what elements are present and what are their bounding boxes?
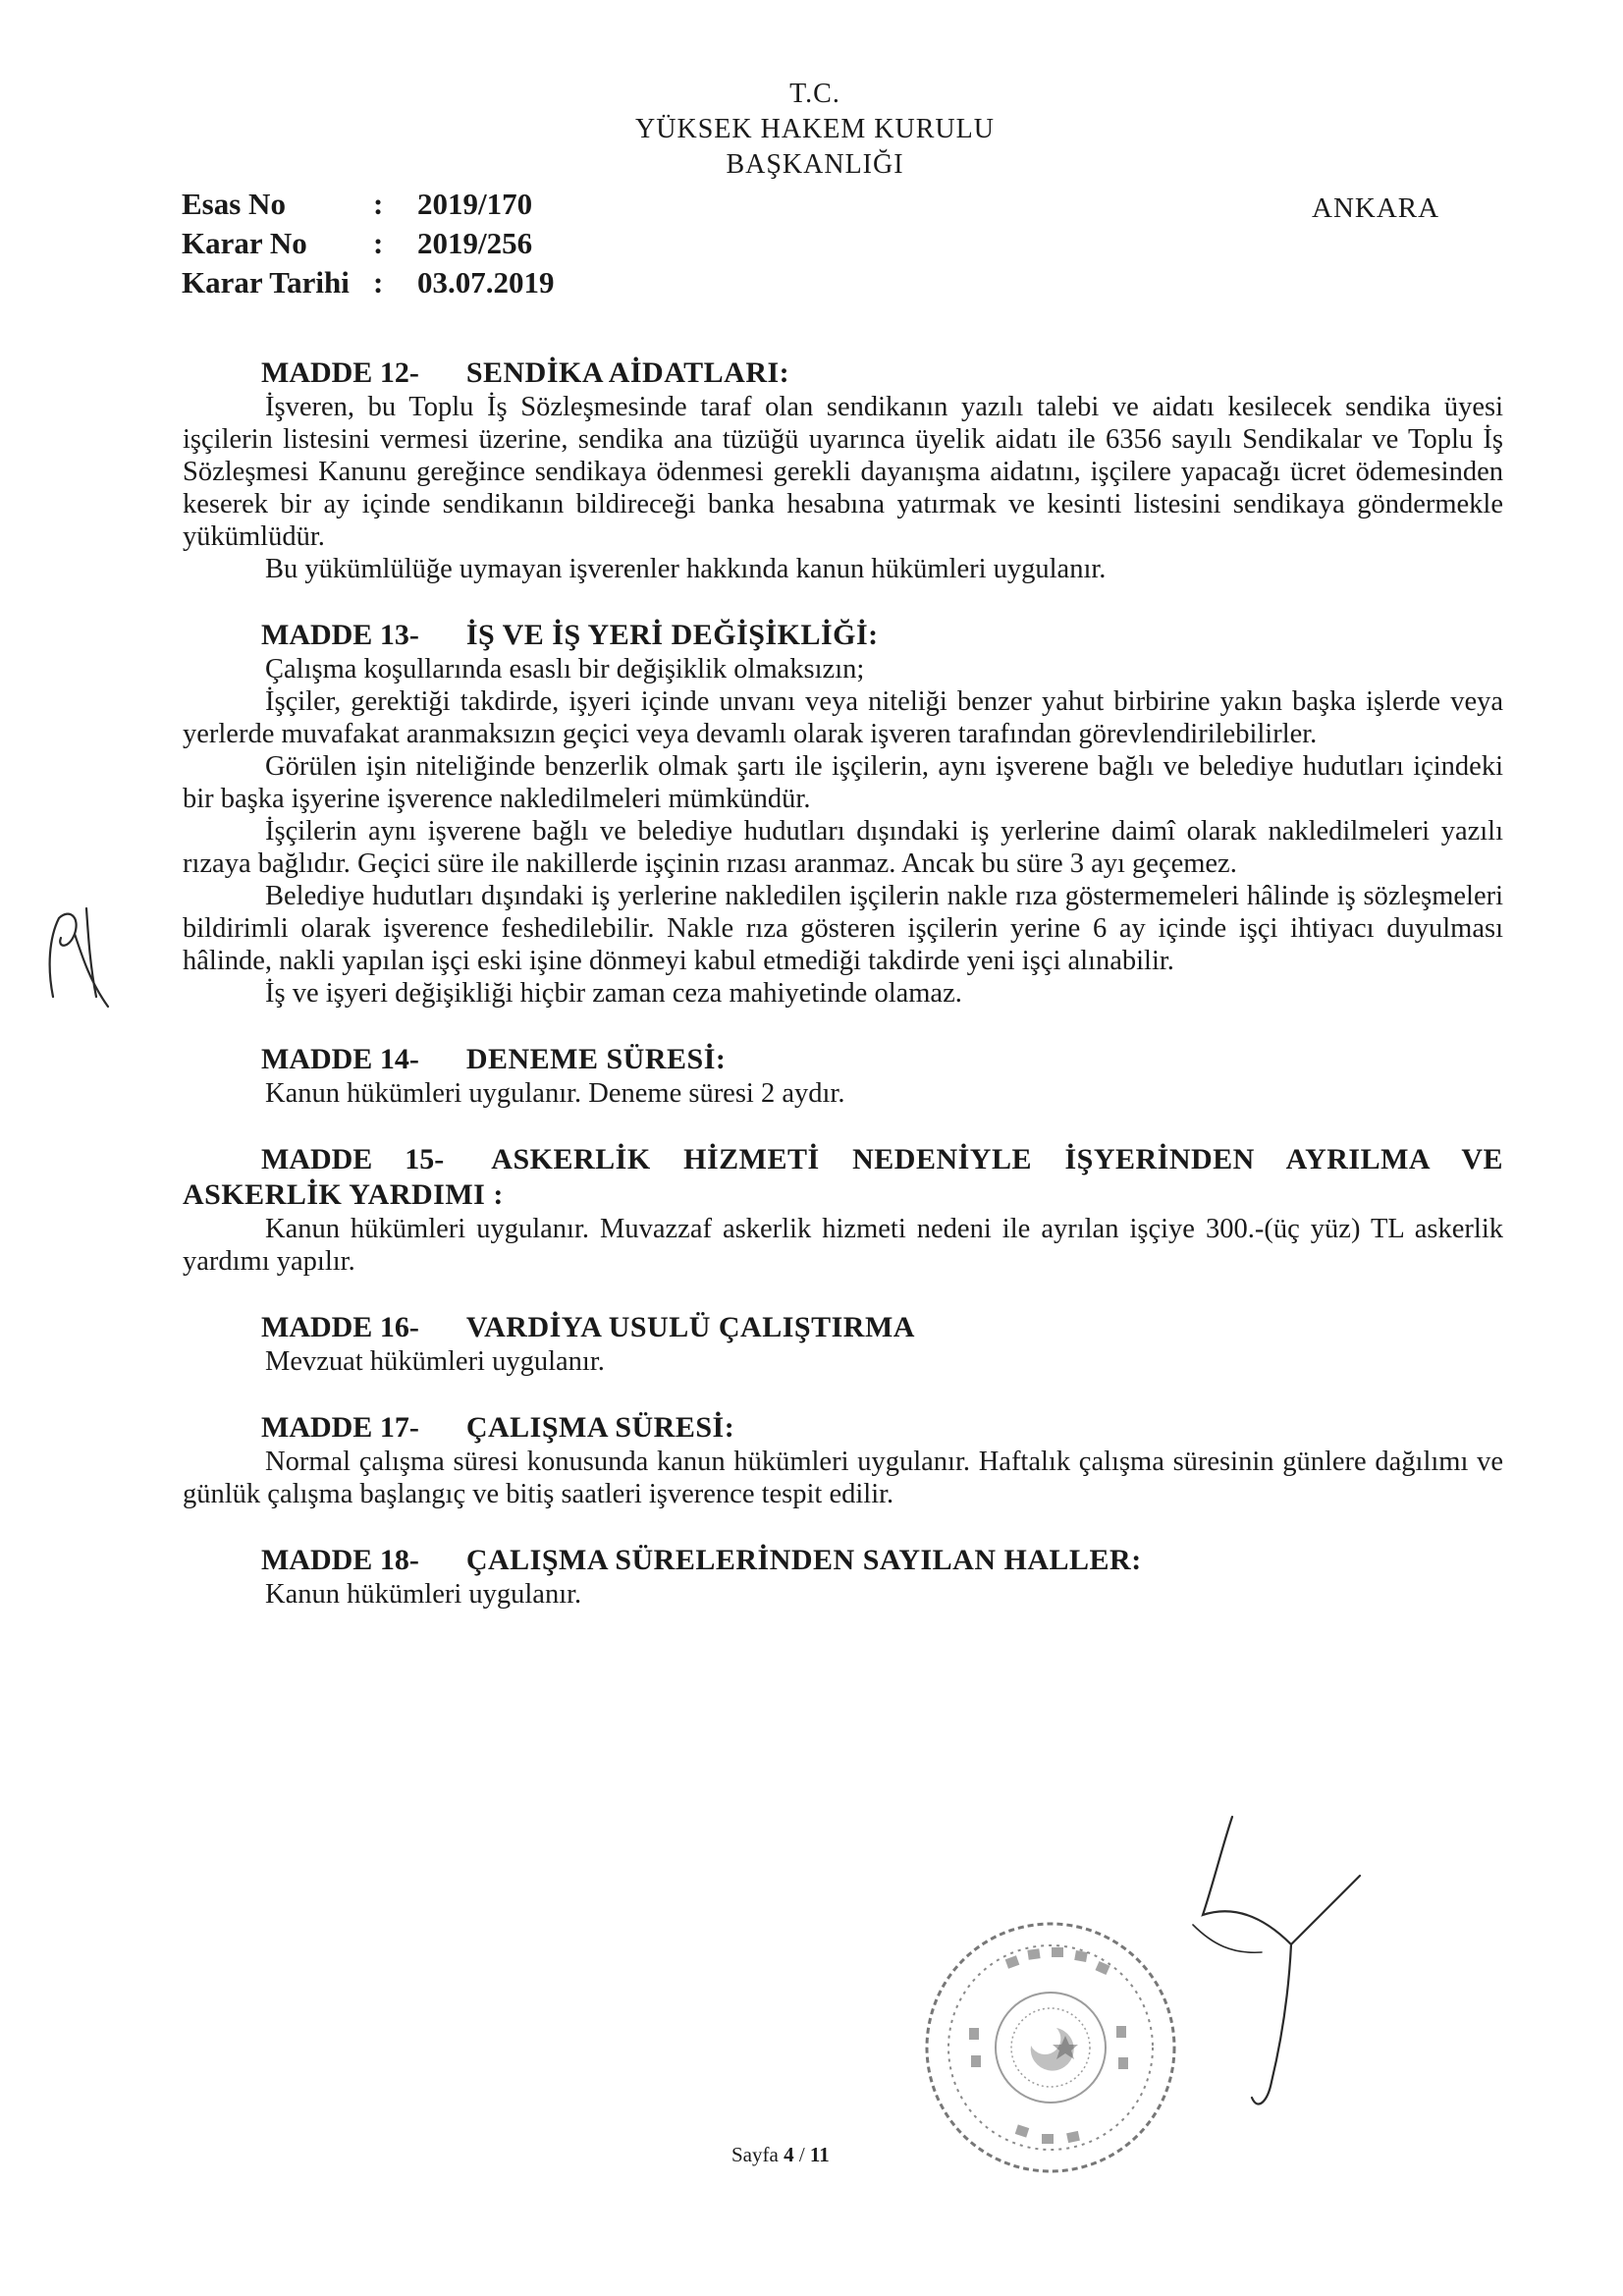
meta-separator: : xyxy=(373,265,384,300)
article-heading xyxy=(183,355,1503,391)
article-number: MADDE 14- xyxy=(261,1043,419,1075)
meta-value: 03.07.2019 xyxy=(417,265,555,300)
article-12 xyxy=(183,355,1503,585)
article-paragraph: Kanun hükümleri uygulanır. Deneme süresi 2 aydır. xyxy=(265,1078,845,1109)
article-heading xyxy=(183,1410,1503,1446)
page-current: 4 xyxy=(784,2143,794,2166)
meta-row-karar xyxy=(182,224,555,263)
article-number: MADDE 15- xyxy=(261,1143,445,1175)
article-18 xyxy=(183,1543,1503,1611)
meta-label: Karar Tarihi xyxy=(182,265,350,300)
page-prefix: Sayfa xyxy=(731,2143,779,2166)
article-heading xyxy=(183,1543,1503,1578)
page-total: 11 xyxy=(809,2143,830,2166)
article-title: ÇALIŞMA SÜRESİ: xyxy=(465,1411,735,1444)
page-number xyxy=(731,2143,830,2167)
article-paragraph: Kanun hükümleri uygulanır. Muvazzaf askerlik hizmeti nedeni ile ayrılan işçiye 300.-(üç yüz) TL askerlik yardımı yapılır. xyxy=(183,1214,1503,1277)
meta-label: Karar No xyxy=(182,226,307,260)
article-heading xyxy=(183,1142,1503,1213)
document-body xyxy=(183,355,1503,1611)
article-number: MADDE 17- xyxy=(261,1411,419,1444)
article-number: MADDE 18- xyxy=(261,1544,419,1576)
article-16 xyxy=(183,1310,1503,1378)
article-heading xyxy=(183,1310,1503,1345)
article-17 xyxy=(183,1410,1503,1510)
article-title: ÇALIŞMA SÜRELERİNDEN SAYILAN HALLER: xyxy=(465,1544,1142,1576)
article-paragraph: İş ve işyeri değişikliği hiçbir zaman ceza mahiyetinde olamaz. xyxy=(265,978,962,1009)
article-heading xyxy=(183,618,1503,653)
meta-row-esas xyxy=(182,185,555,224)
meta-separator: : xyxy=(373,187,384,221)
article-paragraph: İşçiler, gerektiği takdirde, işyeri içinde unvanı veya niteliği benzer yahut birbirine yakın başka işlerde veya yerlerde muvafakat aranmaksızın geçici veya devamlı olarak işveren tarafından görevlendirilebilirler. xyxy=(183,686,1503,749)
official-seal-icon xyxy=(908,1910,1193,2185)
article-number: MADDE 16- xyxy=(261,1311,419,1343)
article-paragraph: Normal çalışma süresi konusunda kanun hükümleri uygulanır. Haftalık çalışma süresinin günlere dağılımı ve günlük çalışma başlangıç ve bitiş saatleri işverence tespit edilir. xyxy=(183,1447,1503,1509)
issuer-header xyxy=(550,77,1080,183)
meta-row-tarih xyxy=(182,263,555,302)
article-number: MADDE 12- xyxy=(261,356,419,389)
article-14 xyxy=(183,1042,1503,1110)
article-paragraph: Bu yükümlülüğe uymayan işverenler hakkında kanun hükümleri uygulanır. xyxy=(265,554,1107,584)
article-13 xyxy=(183,618,1503,1010)
city-label: ANKARA xyxy=(1312,192,1440,224)
article-15 xyxy=(183,1142,1503,1278)
header-line-presidency: BAŞKANLIĞI xyxy=(726,149,904,180)
meta-value: 2019/256 xyxy=(417,226,533,260)
handwritten-initial-icon xyxy=(39,899,128,1016)
article-title: İŞ VE İŞ YERİ DEĞİŞİKLİĞİ: xyxy=(465,619,879,651)
meta-separator: : xyxy=(373,226,384,260)
meta-label: Esas No xyxy=(182,187,286,221)
article-paragraph: Görülen işin niteliğinde benzerlik olmak şartı ile işçilerin, aynı işverene bağlı ve belediye hudutları içindeki bir başka işyerine işverence nakledilmeleri mümkündür. xyxy=(183,751,1503,814)
article-title: DENEME SÜRESİ: xyxy=(465,1043,727,1075)
page-separator: / xyxy=(798,2143,805,2166)
article-title: SENDİKA AİDATLARI: xyxy=(465,356,790,389)
case-metadata xyxy=(182,185,555,302)
article-title: VARDİYA USULÜ ÇALIŞTIRMA xyxy=(465,1311,915,1343)
article-heading xyxy=(183,1042,1503,1077)
meta-value: 2019/170 xyxy=(417,187,533,221)
article-title: ASKERLİK HİZMETİ NEDENİYLE İŞYERİNDEN AYRILMA VE ASKERLİK YARDIMI : xyxy=(183,1143,1504,1211)
header-line-institution: YÜKSEK HAKEM KURULU xyxy=(635,114,995,144)
header-line-tc: T.C. xyxy=(789,79,840,109)
article-paragraph: Kanun hükümleri uygulanır. xyxy=(265,1579,582,1610)
article-paragraph: Belediye hudutları dışındaki iş yerlerine nakledilen işçilerin nakle rıza göstermemeleri hâlinde iş sözleşmeleri bildirimli olarak işverence feshedilebilir. Nakle rıza gösteren işçilerin yerine 6 ay içinde işçi ihtiyacı duyulması hâlinde, nakli yapılan işçi eski işine dönmeyi kabul etmediği takdirde yeni işçi alınabilir. xyxy=(183,881,1503,976)
article-number: MADDE 13- xyxy=(261,619,419,651)
signature-icon xyxy=(1173,1807,1399,2141)
article-paragraph: Mevzuat hükümleri uygulanır. xyxy=(265,1346,605,1377)
article-paragraph: Çalışma koşullarında esaslı bir değişiklik olmaksızın; xyxy=(265,654,865,684)
article-paragraph: İşçilerin aynı işverene bağlı ve belediye hudutları dışındaki iş yerlerine daimî olarak nakledilmeleri yazılı rızaya bağlıdır. Geçici süre ile nakillerde işçinin rızası aranmaz. Ancak bu süre 3 ayı geçemez. xyxy=(183,816,1503,879)
article-paragraph: İşveren, bu Toplu İş Sözleşmesinde taraf olan sendikanın yazılı talebi ve aidatı kesilecek sendika üyesi işçilerin listesini vermesi üzerine, sendika ana tüzüğü uyarınca üyelik aidatı ile 6356 sayılı Sendikalar ve Toplu İş Sözleşmesi Kanunu gereğince sendikaya ödenmesi gerekli dayanışma aidatını, işçilere yapacağı ücret ödemesinden keserek bir ay içinde sendikanın bildireceği banka hesabına yatırmak ve kesinti listesini sendikaya göndermekle yükümlüdür. xyxy=(183,392,1503,552)
